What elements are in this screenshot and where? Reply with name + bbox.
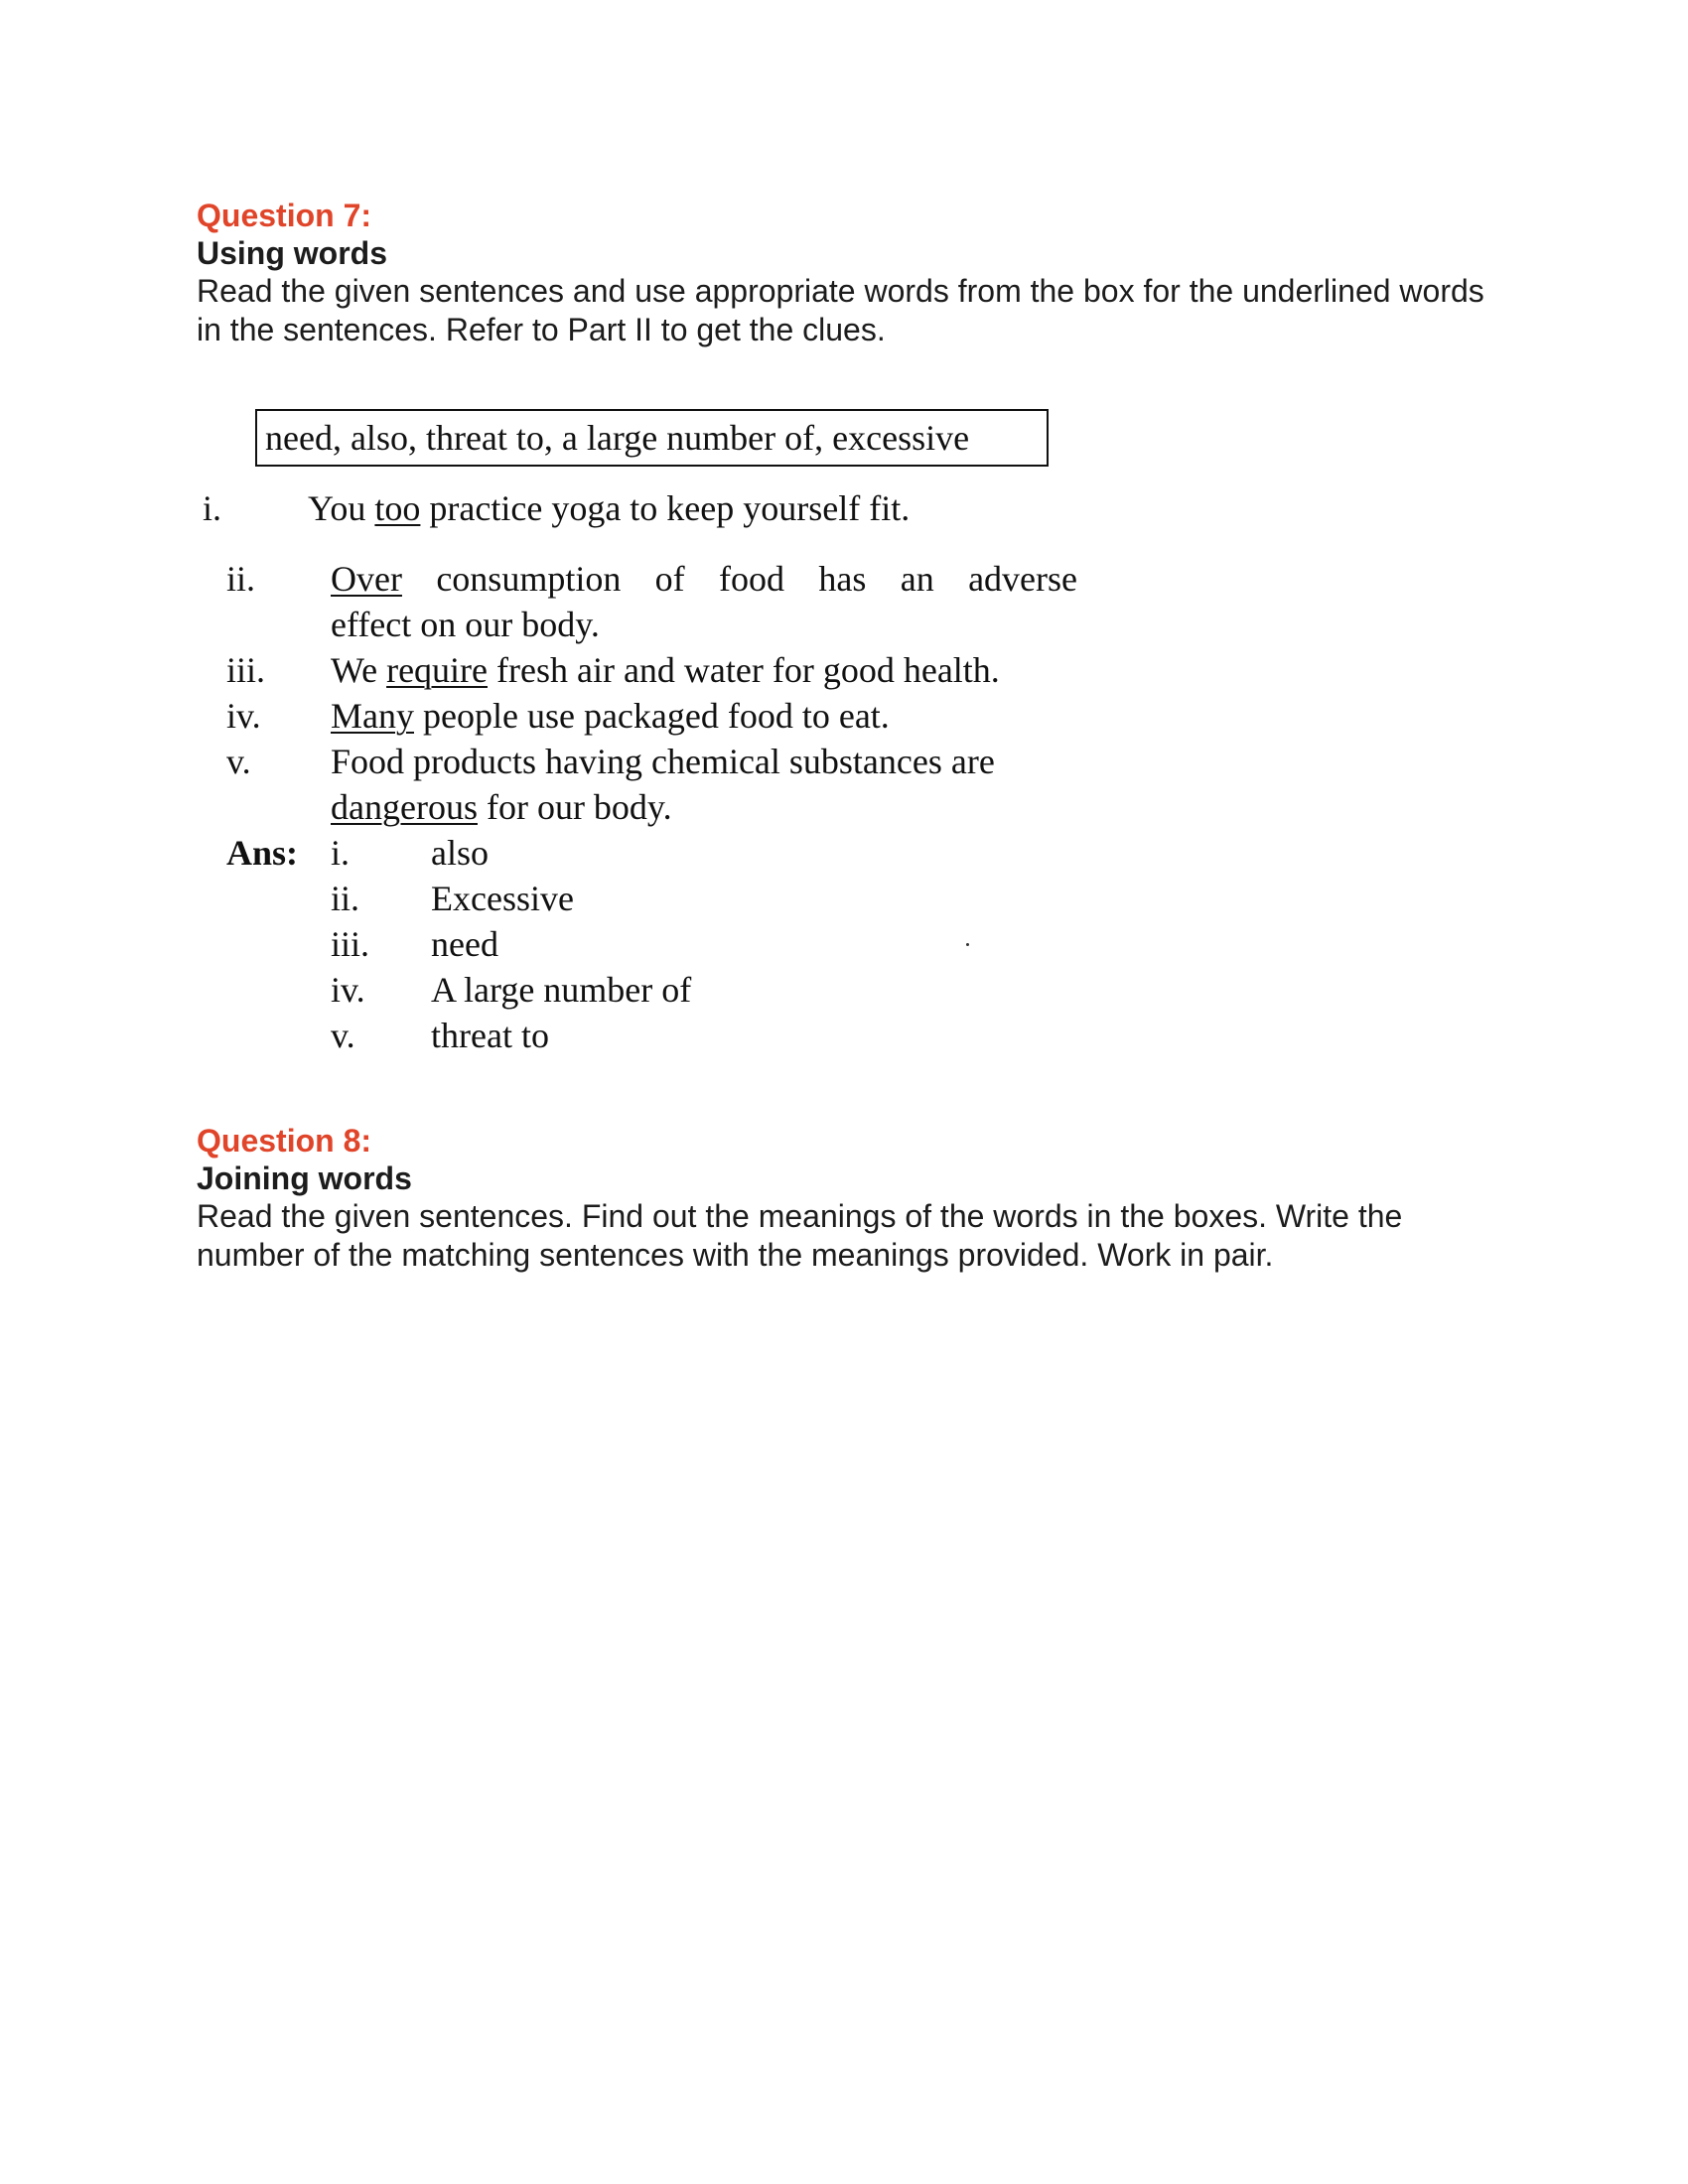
sentence-3-pre: We bbox=[331, 650, 387, 690]
sentence-2-underlined: Over bbox=[331, 559, 402, 599]
sentence-4-underlined: Many bbox=[331, 696, 414, 736]
answer-1-number: i. bbox=[331, 833, 351, 873]
sentence-2 bbox=[331, 556, 1077, 602]
answer-3-text: need bbox=[431, 924, 498, 964]
sentence-3-post: fresh air and water for good health. bbox=[488, 650, 1000, 690]
sentence-2-continuation: effect on our body. bbox=[331, 605, 600, 644]
sentence-1-number: i. bbox=[203, 488, 222, 528]
question-7-instruction: Read the given sentences and use appropriate words from the box for the underlined words in the sentences. Refer to Part II to get the clues. bbox=[197, 273, 1484, 347]
sentence-1-pre: You bbox=[308, 488, 375, 528]
sentence-3-number: iii. bbox=[226, 650, 266, 690]
answer-4-number: iv. bbox=[331, 970, 365, 1010]
answer-4-text: A large number of bbox=[431, 970, 692, 1010]
sentence-5-line-2 bbox=[331, 784, 672, 830]
answer-2-text: Excessive bbox=[431, 879, 574, 918]
sentence-3-underlined: require bbox=[386, 650, 489, 690]
sentence-4-number: iv. bbox=[226, 696, 261, 736]
answer-3-number: iii. bbox=[331, 924, 370, 964]
sentence-5-post: for our body. bbox=[477, 787, 672, 827]
sentence-5-line-1: Food products having chemical substances are bbox=[331, 742, 995, 781]
question-8-label: Question 8: bbox=[197, 1123, 372, 1159]
question-8-instruction: Read the given sentences. Find out the meanings of the words in the boxes. Write the number of the matching sentences with the meanings provided. Work in pair. bbox=[197, 1198, 1403, 1273]
answer-1-text: also bbox=[431, 833, 489, 873]
question-8-subtitle: Joining words bbox=[197, 1160, 412, 1196]
stray-dot bbox=[966, 943, 969, 946]
question-7-subtitle: Using words bbox=[197, 235, 388, 271]
sentence-4 bbox=[331, 693, 890, 739]
sentence-2-post: consumption of food has an adverse bbox=[401, 559, 1077, 599]
sentence-1-post: practice yoga to keep yourself fit. bbox=[420, 488, 911, 528]
sentence-1 bbox=[308, 485, 910, 531]
question-7-label: Question 7: bbox=[197, 198, 372, 233]
sentence-3 bbox=[331, 647, 1000, 693]
answer-2-number: ii. bbox=[331, 879, 360, 918]
answer-5-text: threat to bbox=[431, 1016, 549, 1055]
sentence-4-post: people use packaged food to eat. bbox=[414, 696, 890, 736]
word-box: need, also, threat to, a large number of, excessive bbox=[255, 409, 1049, 467]
sentence-1-underlined: too bbox=[374, 488, 421, 528]
sentence-2-number: ii. bbox=[226, 559, 256, 599]
answers-label: Ans: bbox=[226, 833, 299, 873]
sentence-5-number: v. bbox=[226, 742, 251, 781]
sentence-5-underlined: dangerous bbox=[331, 787, 478, 827]
answer-5-number: v. bbox=[331, 1016, 355, 1055]
